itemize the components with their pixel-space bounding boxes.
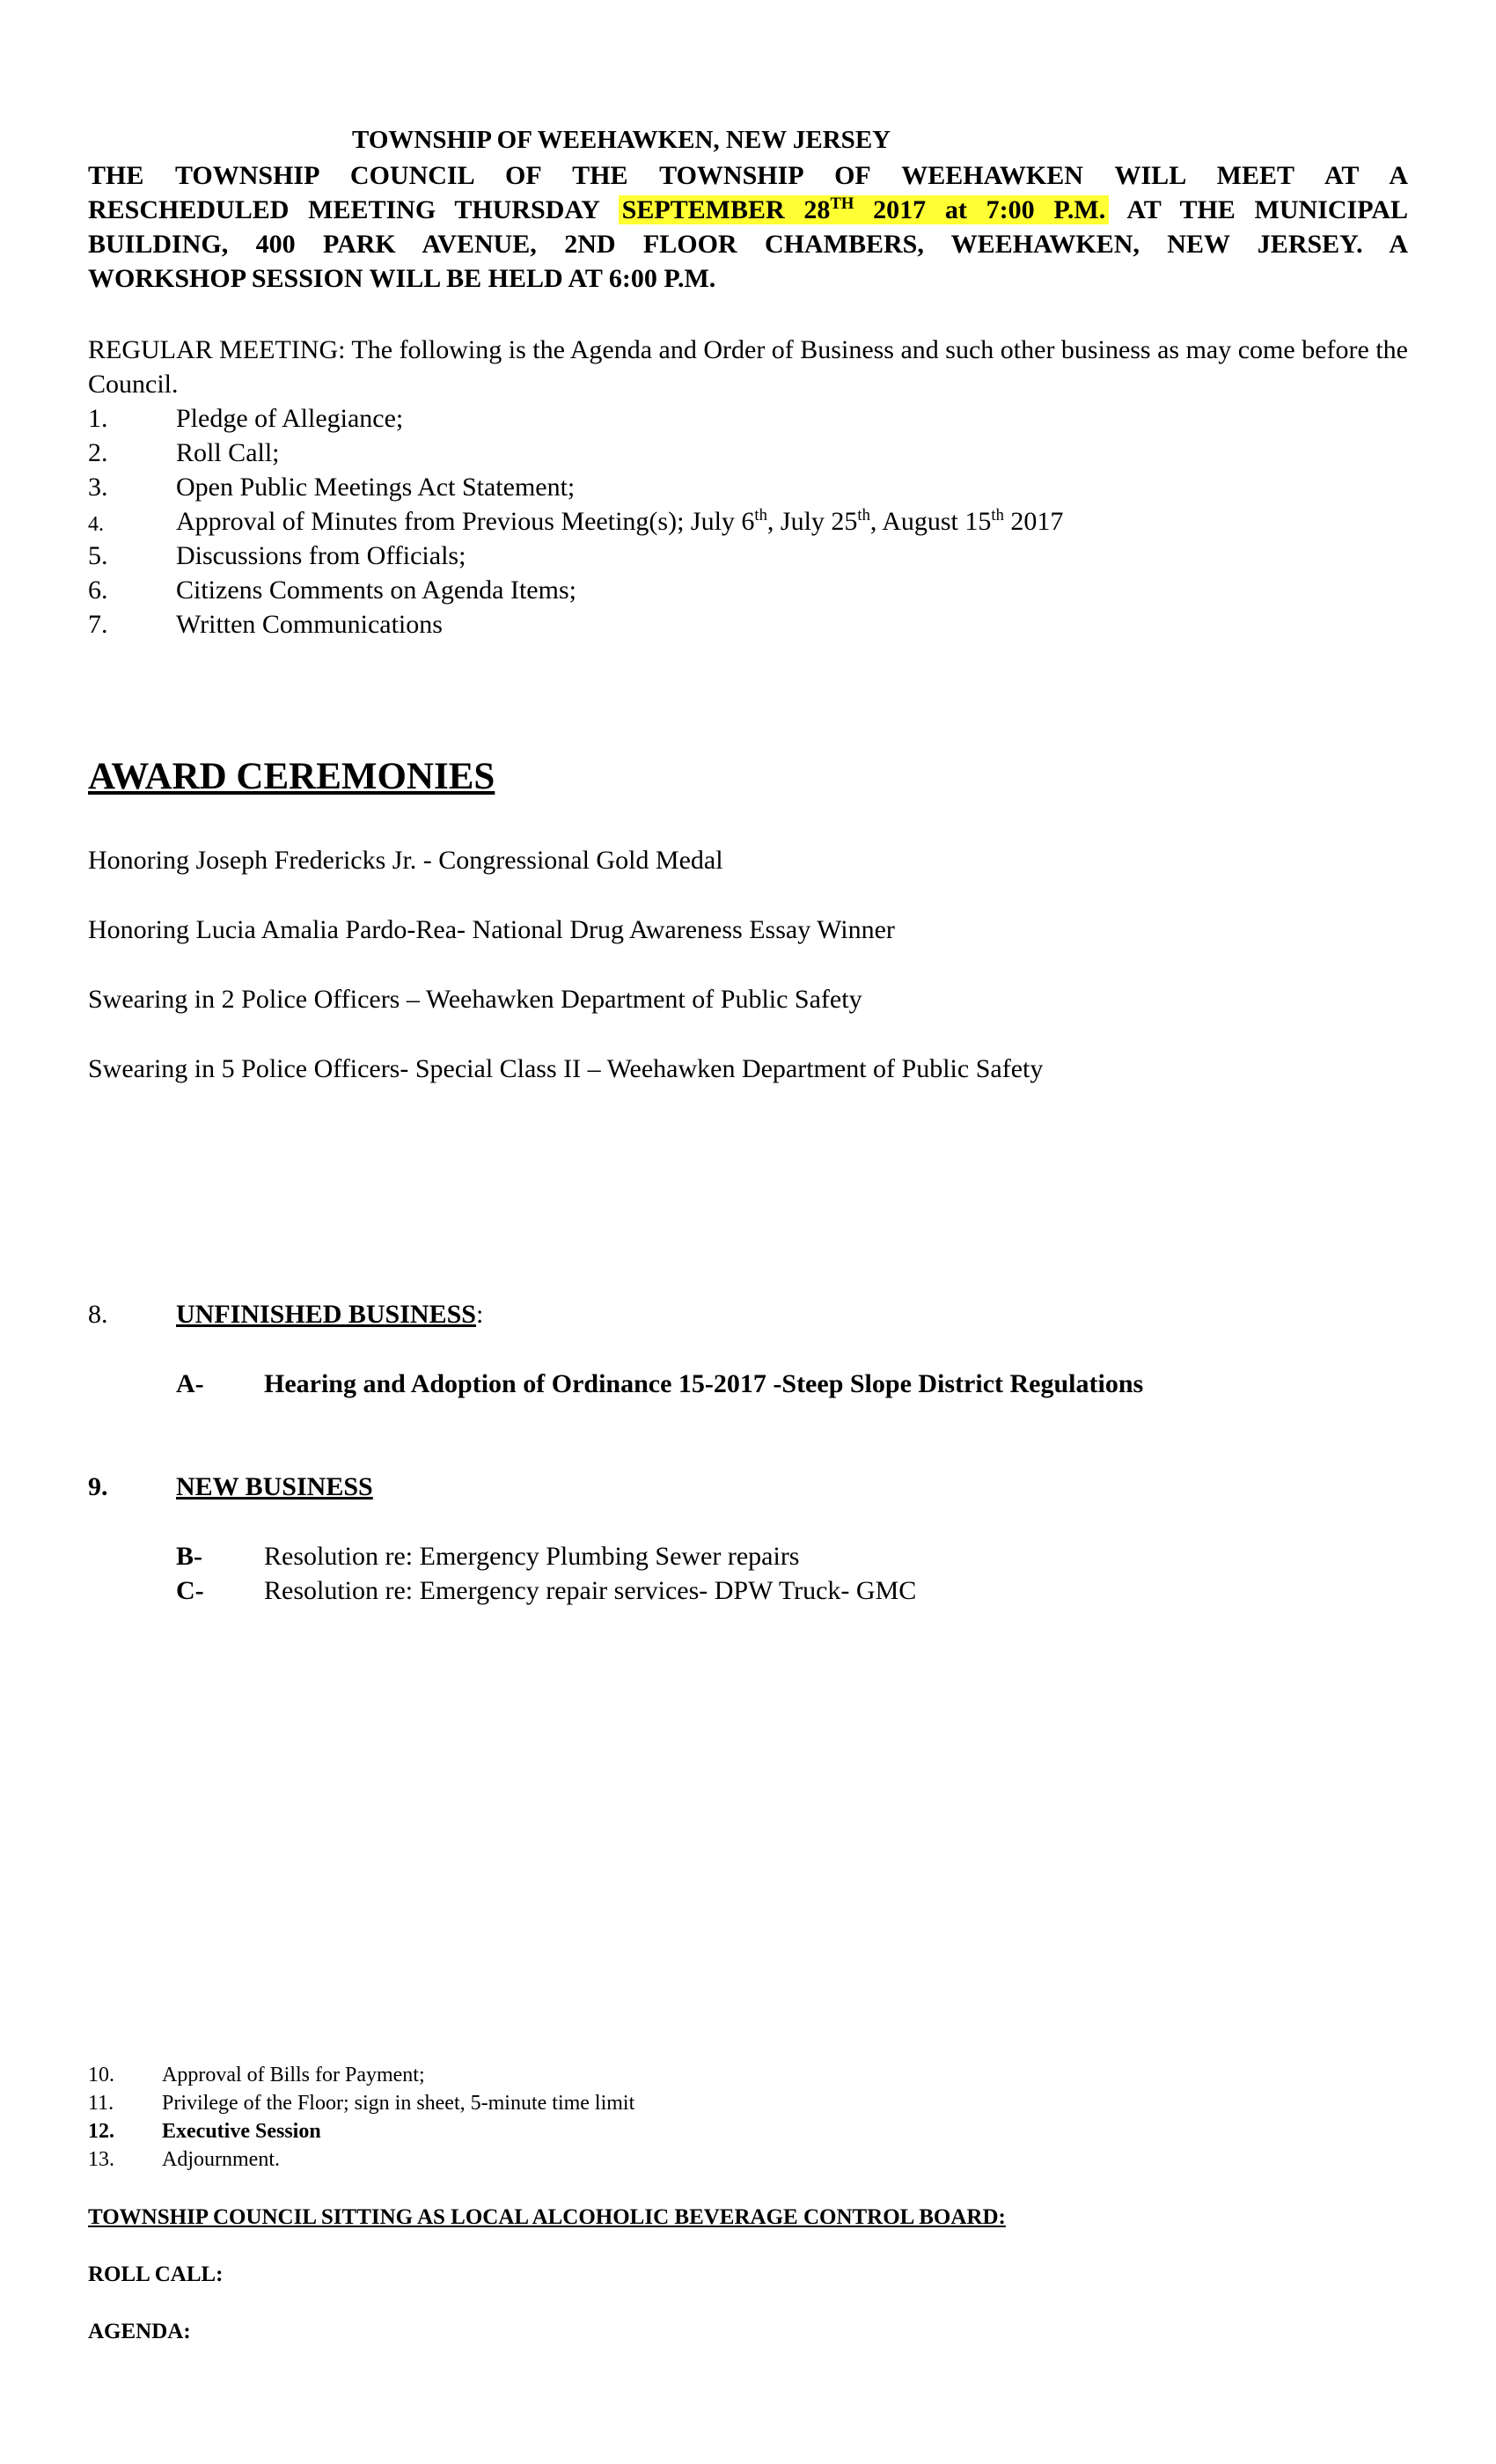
meeting-notice-line-4: WORKSHOP SESSION WILL BE HELD AT 6:00 P.M.: [88, 264, 716, 293]
item-number: 7.: [88, 610, 108, 639]
ordinal-suffix: th: [991, 506, 1004, 524]
abc-agenda: AGENDA:: [88, 2320, 191, 2343]
item-number: 6.: [88, 576, 108, 605]
award-item: Swearing in 5 Police Officers- Special Class II – Weehawken Department of Public Safety: [88, 1054, 1044, 1083]
item-text: Citizens Comments on Agenda Items;: [176, 576, 576, 605]
item-letter: C-: [176, 1576, 204, 1605]
item-number: 3.: [88, 473, 108, 502]
item-text: Approval of Bills for Payment;: [162, 2064, 425, 2086]
meeting-time: 2017 at 7:00 P.M.: [854, 195, 1106, 224]
award-item: Honoring Lucia Amalia Pardo-Rea- National Drug Awareness Essay Winner: [88, 915, 895, 944]
item-number: 12.: [88, 2120, 114, 2143]
award-item: Swearing in 2 Police Officers – Weehawken Department of Public Safety: [88, 985, 862, 1014]
award-item: Honoring Joseph Fredericks Jr. - Congressional Gold Medal: [88, 846, 723, 875]
item-text: Open Public Meetings Act Statement;: [176, 473, 576, 502]
item-number: 10.: [88, 2064, 114, 2086]
meeting-date-highlight: [619, 195, 1110, 224]
item-number: 13.: [88, 2148, 114, 2171]
item-number: 2.: [88, 438, 108, 467]
item-text: Pledge of Allegiance;: [176, 404, 404, 433]
meeting-notice-line-2: [88, 193, 1408, 227]
item-text-part: Approval of Minutes from Previous Meeting(s); July 6: [176, 507, 755, 536]
item-text: Discussions from Officials;: [176, 541, 466, 570]
meeting-notice-line-3: BUILDING, 400 PARK AVENUE, 2ND FLOOR CHAMBERS, WEEHAWKEN, NEW JERSEY. A: [88, 230, 1408, 259]
meeting-notice-suffix: AT THE MUNICIPAL: [1126, 195, 1408, 224]
meeting-notice-prefix: RESCHEDULED MEETING THURSDAY: [88, 195, 599, 224]
item-letter: B-: [176, 1542, 202, 1571]
item-letter: A-: [176, 1369, 204, 1398]
item-text-part: 2017: [1003, 507, 1064, 536]
item-text: Adjournment.: [162, 2148, 280, 2171]
item-text: Written Communications: [176, 610, 443, 639]
item-text: Privilege of the Floor; sign in sheet, 5-minute time limit: [162, 2092, 635, 2115]
section-number: 9.: [88, 1472, 108, 1501]
item-text: Resolution re: Emergency repair services- DPW Truck- GMC: [264, 1576, 917, 1605]
abc-roll-call: ROLL CALL:: [88, 2262, 224, 2286]
section-heading: UNFINISHED BUSINESS: [176, 1300, 476, 1329]
document-title: TOWNSHIP OF WEEHAWKEN, NEW JERSEY: [352, 126, 891, 154]
regular-meeting-intro: REGULAR MEETING: The following is the Agenda and Order of Business and such other business as may come before the Council.: [88, 335, 1408, 399]
section-number: 8.: [88, 1300, 108, 1329]
item-text: [176, 504, 1063, 539]
item-number: 1.: [88, 404, 108, 433]
ordinal-suffix: th: [857, 506, 870, 524]
item-number: 5.: [88, 541, 108, 570]
section-heading-colon: :: [475, 1300, 484, 1329]
meeting-date-ordinal: TH: [830, 194, 854, 213]
item-number: 4.: [88, 513, 104, 536]
meeting-notice-line-1: THE TOWNSHIP COUNCIL OF THE TOWNSHIP OF WEEHAWKEN WILL MEET AT A: [88, 161, 1408, 190]
item-text-part: , July 25: [766, 507, 858, 536]
section-heading: NEW BUSINESS: [176, 1472, 373, 1501]
abc-board-heading: TOWNSHIP COUNCIL SITTING AS LOCAL ALCOHOLIC BEVERAGE CONTROL BOARD:: [88, 2205, 1006, 2229]
item-text: Roll Call;: [176, 438, 280, 467]
item-text: Resolution re: Emergency Plumbing Sewer repairs: [264, 1542, 800, 1571]
ordinal-suffix: th: [754, 506, 767, 524]
item-text: Executive Session: [162, 2120, 321, 2143]
item-text: Hearing and Adoption of Ordinance 15-2017 -Steep Slope District Regulations: [264, 1369, 1144, 1398]
award-ceremonies-heading: AWARD CEREMONIES: [88, 756, 495, 797]
item-number: 11.: [88, 2092, 114, 2115]
meeting-date: SEPTEMBER 28: [621, 195, 831, 224]
item-text-part: , August 15: [869, 507, 992, 536]
